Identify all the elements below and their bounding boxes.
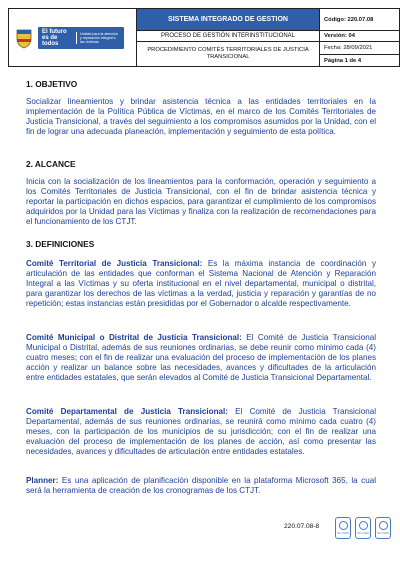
- definition-ctjt: [26, 259, 376, 309]
- objective-heading: 1. OBJETIVO: [26, 79, 78, 89]
- definition-term: Comité Territorial de Justicia Transicional:: [26, 259, 203, 268]
- definition-text: El Comité de Justicia Transicional Municipal o Distrital, además de sus reuniones ordinarias, se debe reunir como mínimo cada (4) cuatro meses; con el fin de realizar una evaluación del proceso de implementación de los planes acción y realizar un balance sobre las necesidades, avances y dificultades de la articulación entre entidades estatales, que serán elevados al Comité de Justicia Transicional Departamental.: [26, 333, 376, 382]
- definition-planner: [26, 476, 376, 496]
- page-number: Página 1 de 4: [324, 57, 362, 64]
- logo-sub-text: Unidad para la atención y reparación integral a las víctimas: [76, 32, 120, 44]
- footer-document-code: 220.07.08-8: [284, 523, 320, 530]
- definition-departmental: [26, 407, 376, 457]
- certification-seal-icon: [375, 517, 391, 539]
- logo-area: [9, 9, 137, 66]
- logo-main-text: El futuro es de todos: [42, 28, 67, 47]
- definition-term: Comité Municipal o Distrital de Justicia Transicional:: [26, 333, 242, 342]
- definition-text: Es la máxima instancia de coordinación y articulación de las entidades que conforman el Sistema Nacional de Atención y Reparación Integral a las Víctimas y su oferta institucional en el nivel departamental, municipal o distrital, para garantizar los derechos de las víctimas a la verdad, justicia y reparación y garantías de no repetición; estas instancias están presididas por el Gobernador o alcalde respectivamente.: [26, 259, 376, 308]
- header-meta: [320, 9, 399, 66]
- document-version: Versión: 04: [320, 31, 399, 42]
- certification-label: SC-CER: [377, 531, 389, 535]
- document-date: Fecha: 28/09/2021: [320, 42, 399, 55]
- definition-text: Es una aplicación de planificación disponible en la plataforma Microsoft 365, la cual será la herramienta de creación de los cronogramas de los CTJT.: [26, 476, 376, 495]
- objective-paragraph: Socializar lineamientos y brindar asistencia técnica a las entidades territoriales en la implementación de la Política Pública de Víctimas, en el marco de los Comités Territoriales de Justicia Transicional, a través del seguimiento a los compromisos asumidos por la Unidad, con el fin de lograr una adecuada planeación, implementación y seguimiento de esta política.: [26, 97, 376, 136]
- scope-paragraph: Inicia con la socialización de los lineamientos para la conformación, operación y seguimiento a los Comités Territoriales de Justicia Transicional, con el fin de brindar asistencia técnica y reportar la participación en dichos espacios, para garantizar el cumplimiento de los compromisos adquiridos por la Unidad para las Víctimas y finaliza con la realización de recomendaciones para el funcionamiento de los CTJT.: [26, 177, 376, 226]
- definition-text: El Comité de Justicia Transicional Departamental, además de sus reuniones ordinarias, se reunirá como mínimo cada cuatro (4) meses, con la participación de los municipios de su jurisdicción; con el fin de realizar una evaluación del proceso de implementación de los planes de acción, así como presentar las necesidades, avances y dificultades de articulación entre entidades estatales.: [26, 407, 376, 456]
- certification-seal-icon: [335, 517, 351, 539]
- certification-seal-icon: [355, 517, 371, 539]
- document-header: [8, 8, 400, 67]
- document-code: Código: 220.07.08: [320, 9, 399, 31]
- header-title-area: [137, 9, 320, 66]
- certification-label: SC-CER: [357, 531, 369, 535]
- definition-term: Planner:: [26, 476, 59, 485]
- institution-logo: [38, 27, 124, 49]
- procedure-name: PROCEDIMIENTO COMITÉS TERRITORIALES DE JUSTICIA TRANSICIONAL: [147, 47, 309, 60]
- definitions-heading: 3. DEFINICIONES: [26, 239, 95, 249]
- system-title: SISTEMA INTEGRADO DE GESTION: [137, 9, 319, 31]
- scope-heading: 2. ALCANCE: [26, 159, 76, 169]
- coat-of-arms-icon: [15, 27, 33, 49]
- definition-term: Comité Departamental de Justicia Transicional:: [26, 407, 228, 416]
- certification-label: SC-CER: [337, 531, 349, 535]
- definition-municipal: [26, 333, 376, 383]
- process-name: PROCESO DE GESTIÓN INTERINSTITUCIONAL: [137, 31, 319, 42]
